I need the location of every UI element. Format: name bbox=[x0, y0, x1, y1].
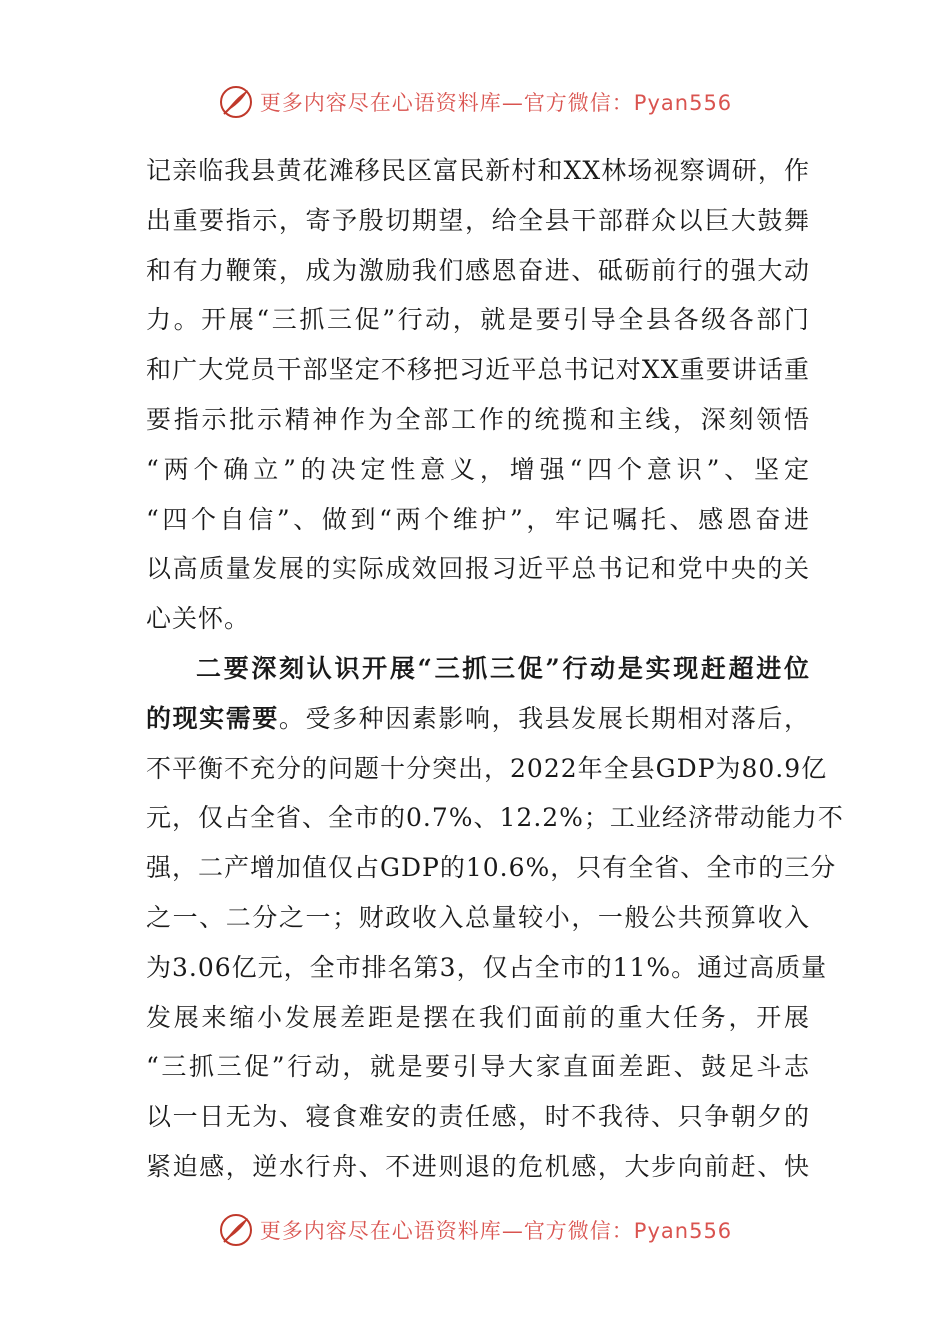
text-line: “两个确立”的决定性意义，增强“四个意识”、坚定 bbox=[146, 454, 810, 484]
banner-wechat: 官方微信：Pyan556 bbox=[523, 1219, 733, 1243]
section-heading: 二要深刻认识开展“三抓三促”行动是实现赶超进位 bbox=[196, 653, 810, 683]
text-line: 和有力鞭策，成为激励我们感恩奋进、砥砺前行的强大动 bbox=[146, 255, 810, 285]
text-line: 紧迫感，逆水行舟、不进则退的危机感，大步向前赶、快 bbox=[146, 1151, 810, 1181]
text-line: 元，仅占全省、全市的0.7%、12.2%；工业经济带动能力不 bbox=[146, 803, 844, 833]
banner-site: 更多内容尽在心语资料库 bbox=[259, 1219, 502, 1243]
banner-dash: — bbox=[501, 1219, 524, 1243]
document-body bbox=[146, 146, 844, 1192]
text-line: 发展来缩小发展差距是摆在我们面前的重大任务，开展 bbox=[146, 1002, 810, 1032]
quill-logo-icon bbox=[218, 84, 254, 120]
text-line: 以高质量发展的实际成效回报习近平总书记和党中央的关 bbox=[146, 554, 810, 584]
header-banner bbox=[0, 80, 950, 124]
text-line: “三抓三促”行动，就是要引导大家直面差距、鼓足斗志 bbox=[146, 1052, 810, 1082]
text-line: 强，二产增加值仅占GDP的10.6%，只有全省、全市的三分 bbox=[146, 853, 837, 883]
text-line: 心关怀。 bbox=[146, 604, 251, 634]
text-line: 出重要指示，寄予殷切期望，给全县干部群众以巨大鼓舞 bbox=[146, 205, 810, 235]
banner-text bbox=[260, 1215, 732, 1245]
text-line bbox=[146, 694, 810, 744]
banner-wechat: 官方微信：Pyan556 bbox=[523, 91, 733, 115]
text-line: 不平衡不充分的问题十分突出，2022年全县GDP为80.9亿 bbox=[146, 753, 828, 783]
banner-text bbox=[260, 87, 732, 117]
section-heading-line bbox=[146, 644, 810, 694]
footer-banner bbox=[0, 1208, 950, 1252]
banner-dash: — bbox=[501, 91, 524, 115]
quill-logo-icon bbox=[218, 1212, 254, 1248]
text-line: 要指示批示精神作为全部工作的统揽和主线，深刻领悟 bbox=[146, 404, 810, 434]
text-span: 。受多种因素影响，我县发展长期相对落后， bbox=[278, 703, 810, 733]
text-line: 记亲临我县黄花滩移民区富民新村和XX林场视察调研，作 bbox=[146, 156, 810, 185]
banner-site: 更多内容尽在心语资料库 bbox=[259, 91, 502, 115]
text-line: 力。开展“三抓三促”行动，就是要引导全县各级各部门 bbox=[146, 305, 810, 335]
text-line: 之一、二分之一；财政收入总量较小，一般公共预算收入 bbox=[146, 902, 810, 932]
text-line: 以一日无为、寝食难安的责任感，时不我待、只争朝夕的 bbox=[146, 1102, 810, 1132]
text-line: 和广大党员干部坚定不移把习近平总书记对XX重要讲话重 bbox=[146, 355, 810, 385]
text-line: “四个自信”、做到“两个维护”，牢记嘱托、感恩奋进 bbox=[146, 504, 810, 534]
section-heading-cont: 的现实需要 bbox=[146, 703, 279, 733]
text-line: 为3.06亿元，全市排名第3，仅占全市的11%。通过高质量 bbox=[146, 952, 828, 982]
